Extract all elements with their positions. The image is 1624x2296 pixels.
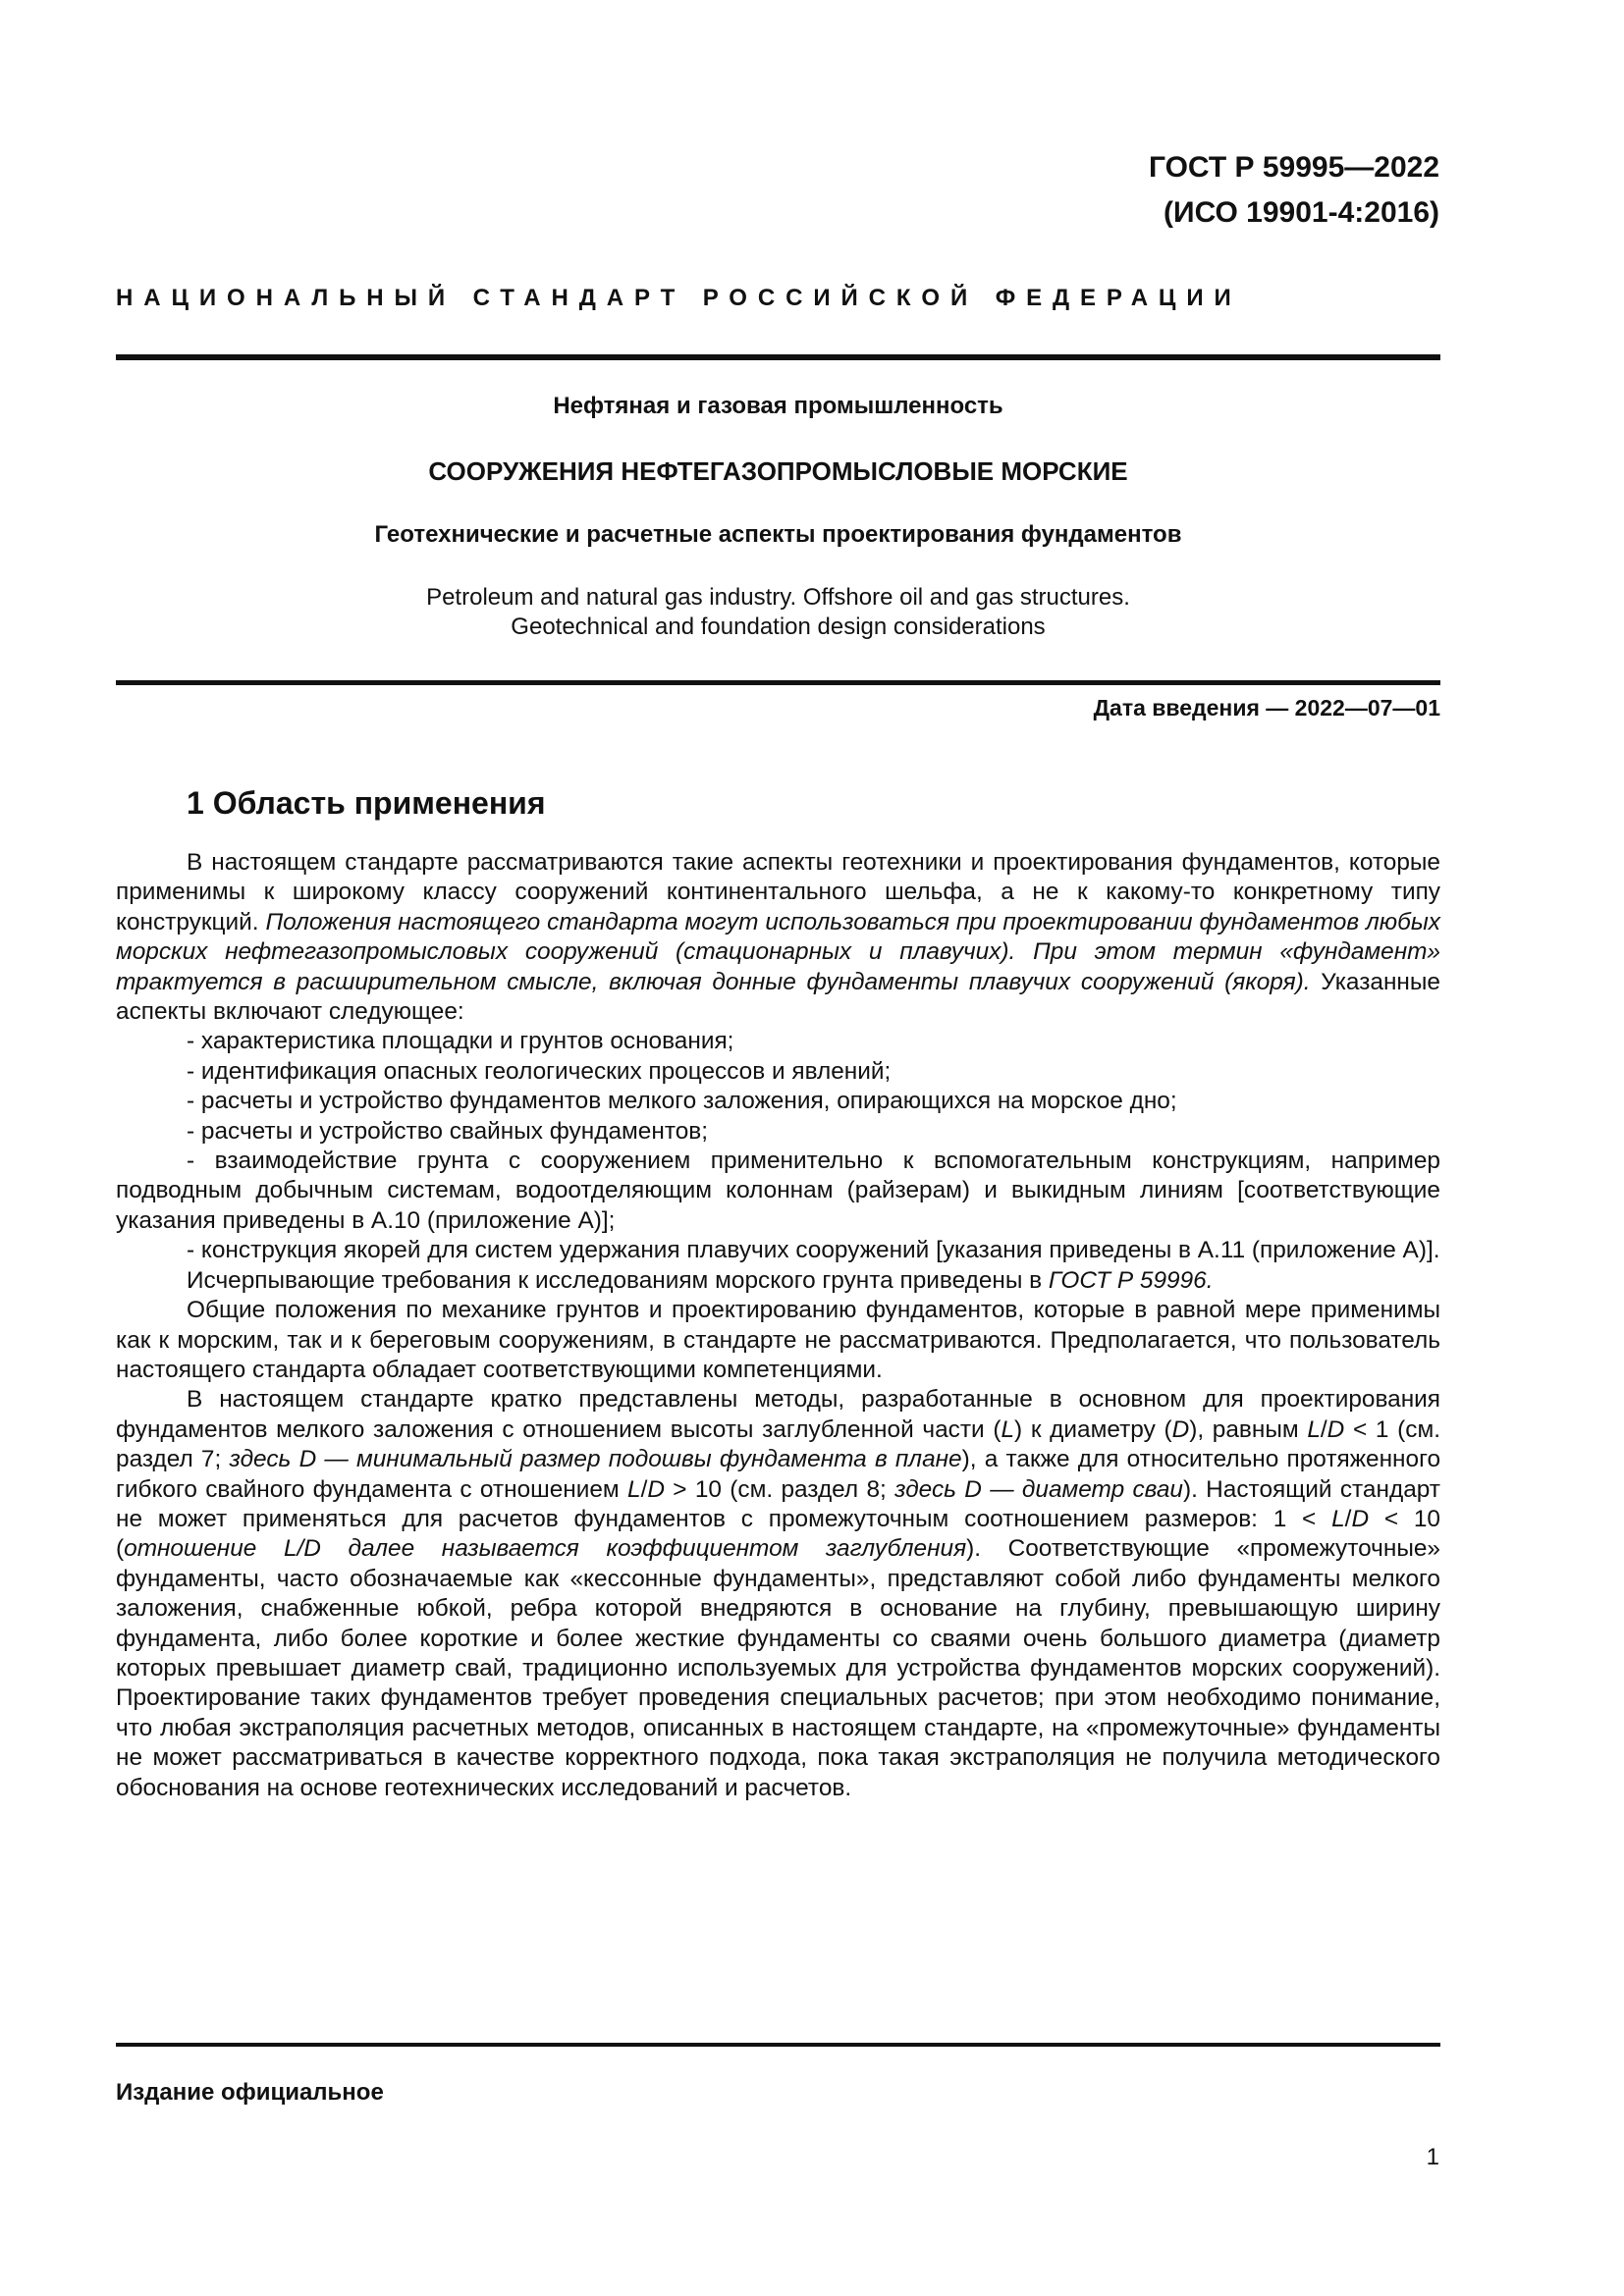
standard-number-block	[850, 145, 1439, 236]
symbol: L	[627, 1475, 641, 1503]
paragraph-text: Указанные аспекты включают следующее:	[116, 968, 1440, 1026]
symbol: L	[1331, 1505, 1345, 1532]
national-standard-title: НАЦИОНАЛЬНЫЙ СТАНДАРТ РОССИЙСКОЙ ФЕДЕРАЦИИ	[116, 285, 1242, 311]
list-item: - конструкция якорей для систем удержания плавучих сооружений [указания приведены в А.11 (приложение А)].	[187, 1237, 1440, 1264]
paragraph-text: < 1 (см. раздел 7;	[116, 1415, 1440, 1473]
paragraph-text: ), равным	[1189, 1415, 1308, 1443]
header-divider	[116, 354, 1440, 360]
list-item: - расчеты и устройство свайных фундаментов;	[187, 1117, 709, 1145]
edition-label: Издание официальное	[116, 2079, 384, 2106]
subtitle: Геотехнические и расчетные аспекты проектирования фундаментов	[374, 521, 1182, 548]
english-title-line1: Petroleum and natural gas industry. Offshore oil and gas structures.	[426, 584, 1130, 611]
english-title	[116, 583, 1440, 642]
paragraph-text: ). Соответствующие «промежуточные» фундаменты, часто обозначаемые как «кессонные фундаменты», представляют собой либо фундаменты мелкого заложения, снабженные юбкой, ребра которой внедряются в основание на глубину, превышающую ширину фундамента, либо более короткие и более жесткие фундаменты со сваями очень большого диаметра (диаметр которых превышает диаметр свай, традиционно используемых для устройства фундаментов морских сооружений). Проектирование таких фундаментов требует проведения специальных расчетов; при этом необходимо понимание, что любая экстраполяция расчетных методов, описанных в настоящем стандарте, на «промежуточные» фундаменты не может рассматриваться в качестве корректного подхода, пока такая экстраполяция не получила методического обоснования на основе геотехнических исследований и расчетов.	[116, 1535, 1440, 1801]
symbol: L	[1001, 1415, 1015, 1443]
paragraph-text: Исчерпывающие требования к исследованиям морского грунта приведены в	[187, 1266, 1049, 1294]
paragraph-text: > 10 (см. раздел 8;	[664, 1475, 895, 1503]
symbol: /	[1344, 1505, 1352, 1532]
list-item: - расчеты и устройство фундаментов мелкого заложения, опирающихся на морское дно;	[187, 1088, 1177, 1115]
standard-reference: ГОСТ Р 59996.	[1048, 1266, 1214, 1294]
symbol: D	[1171, 1415, 1190, 1443]
paragraph-general: Общие положения по механике грунтов и проектированию фундаментов, которые в равной мере применимы как к морским, так и к береговым сооружениям, в стандарте не рассматриваются. Предполагается, что пользователь настоящего стандарта обладает соответствующими компетенциями.	[116, 1297, 1440, 1383]
paragraph-text: ), а также для относительно протяженного гибкого свайного фундамента с отношением	[116, 1446, 1441, 1503]
paragraph-italic: здесь D — минимальный размер подошвы фундамента в плане	[229, 1446, 962, 1473]
paragraph-methods	[116, 1385, 1440, 1803]
page-number: 1	[1426, 2144, 1439, 2170]
english-title-line2: Geotechnical and foundation design considerations	[511, 614, 1046, 640]
introduction-date: Дата введения — 2022—07—01	[1093, 695, 1440, 721]
symbol: D	[647, 1475, 665, 1503]
standard-number: ГОСТ Р 59995—2022	[1148, 151, 1439, 184]
section-body	[116, 848, 1440, 1803]
symbol: /	[640, 1475, 648, 1503]
paragraph-italic: отношение L/D далее называется коэффициентом заглубления	[124, 1535, 967, 1563]
industry-title: Нефтяная и газовая промышленность	[553, 393, 1003, 419]
paragraph-text: В настоящем стандарте рассматриваются такие аспекты геотехники и проектирования фундаментов, которые применимы к широкому классу сооружений континентального шельфа, а не к какому-то конкретному типу конструкций.	[116, 849, 1440, 935]
iso-reference: (ИСО 19901-4:2016)	[1164, 196, 1439, 229]
section-heading: 1 Область применения	[187, 785, 546, 821]
list-item: - взаимодействие грунта с сооружением применительно к вспомогательным конструкциям, например подводным добычным системам, водоотделяющим колоннам (райзерам) и выкидным линиям [соответствующие указания приведены в А.10 (приложение А)];	[116, 1148, 1440, 1234]
list-item: - идентификация опасных геологических процессов и явлений;	[187, 1057, 892, 1085]
paragraph-text: ) к диаметру (	[1014, 1415, 1172, 1443]
title-divider	[116, 680, 1440, 685]
symbol: L	[1307, 1415, 1321, 1443]
paragraph-italic: Положения настоящего стандарта могут использоваться при проектировании фундаментов любых морских нефтегазопромысловых сооружений (стационарных и плавучих). При этом термин «фундамент» трактуется в расширительном смысле, включая донные фундаменты плавучих сооружений (якоря).	[116, 908, 1441, 995]
symbol: D	[1326, 1415, 1345, 1443]
paragraph-text: В настоящем стандарте кратко представлены методы, разработанные в основном для проектирования фундаментов мелкого заложения с отношением высоты заглубленной части (	[116, 1386, 1440, 1443]
main-title: СООРУЖЕНИЯ НЕФТЕГАЗОПРОМЫСЛОВЫЕ МОРСКИЕ	[428, 456, 1128, 486]
list-item: - характеристика площадки и грунтов основания;	[187, 1028, 734, 1055]
paragraph-italic: здесь D — диаметр сваи	[894, 1475, 1183, 1503]
paragraph-text: ). Настоящий стандарт не может применяться для расчетов фундаментов с промежуточным соотношением размеров: 1 <	[116, 1475, 1440, 1532]
paragraph-soil-investigation	[116, 1266, 1440, 1296]
paragraph-text: < 10 (	[116, 1505, 1440, 1563]
footer-divider	[116, 2043, 1440, 2047]
symbol: /	[1320, 1415, 1327, 1443]
paragraph-scope	[116, 848, 1440, 1027]
symbol: D	[1351, 1505, 1370, 1532]
